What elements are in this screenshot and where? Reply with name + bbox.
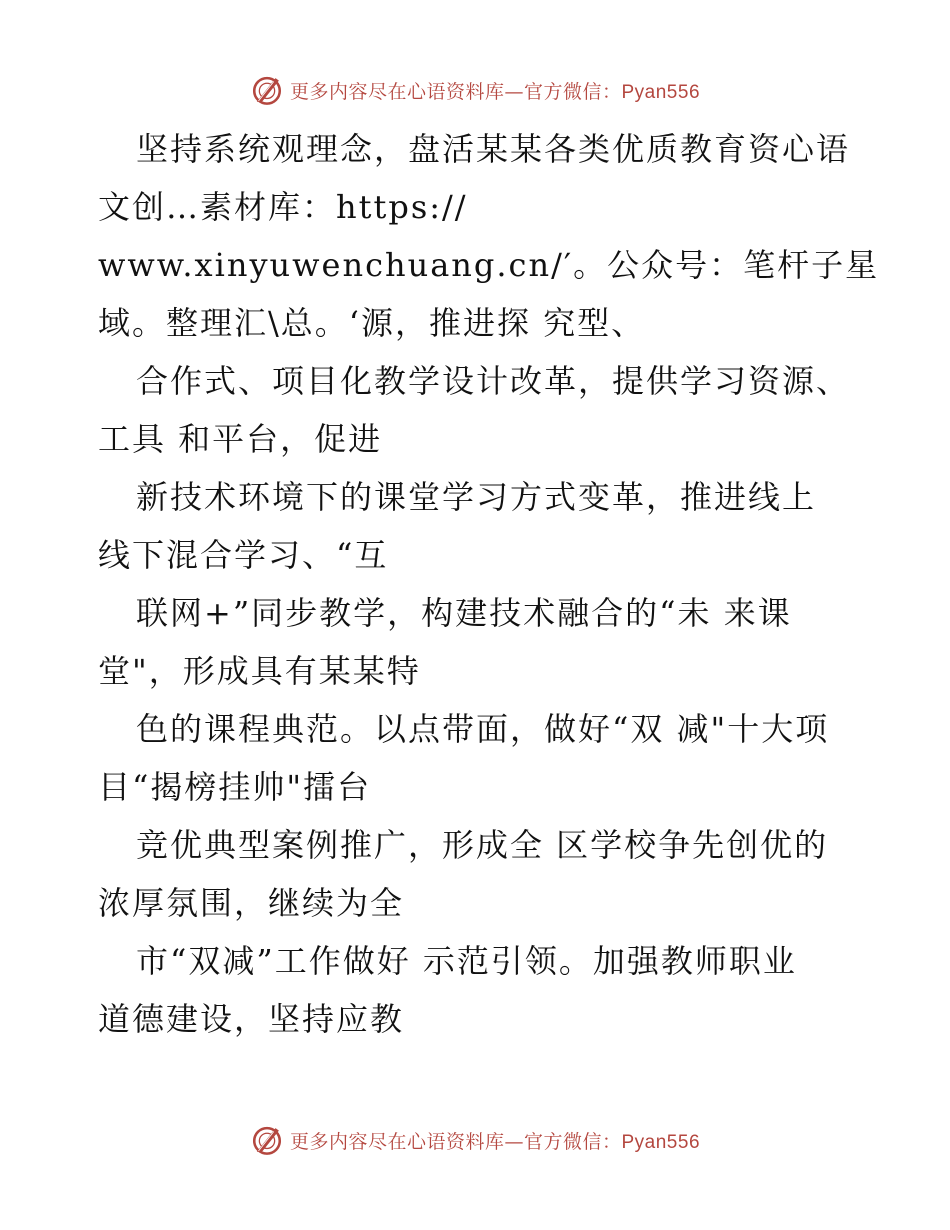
paragraph-line: 合作式、项目化教学设计改革，提供学习资源、 <box>136 362 851 400</box>
banner-slogan: 更多内容尽在心语资料库—官方微信： <box>289 1130 622 1153</box>
banner-wechat-id: Pyan556 <box>621 81 701 103</box>
paragraph-line: 文创…素材库：https:// <box>98 188 468 226</box>
paragraph-line: 色的课程典范。以点带面，做好“双 减"十大项 <box>136 710 830 748</box>
banner-slogan: 更多内容尽在心语资料库—官方微信： <box>289 80 622 103</box>
paragraph-line: 域。整理汇\总。‘源，推进探 究型、 <box>98 304 646 342</box>
paragraph-line: 浓厚氛围，继续为全 <box>98 884 405 922</box>
feather-pen-seal-icon <box>250 73 284 107</box>
paragraph-line: 联网+”同步教学，构建技术融合的“未 来课 <box>136 594 792 632</box>
banner-wechat-id: Pyan556 <box>621 1131 701 1153</box>
paragraph-line: 目“揭榜挂帅"擂台 <box>98 768 372 806</box>
paragraph-line: 市“双减”工作做好 示范引领。加强教师职业 <box>136 942 797 980</box>
paragraph-line: 工具 和平台，促进 <box>98 420 383 458</box>
footer-banner <box>0 1120 950 1160</box>
paragraph-line: www.xinyuwenchuang.cn/′。公众号：笔杆子星 <box>98 246 880 284</box>
paragraph-line: 竞优典型案例推广，形成全 区学校争先创优的 <box>136 826 829 864</box>
paragraph-line: 线下混合学习、“互 <box>98 536 389 574</box>
document-body <box>98 126 880 1054</box>
banner-text <box>290 77 700 104</box>
paragraph-line: 坚持系统观理念，盘活某某各类优质教育资心语 <box>136 130 851 168</box>
paragraph-line: 新技术环境下的课堂学习方式变革，推进线上 <box>136 478 817 516</box>
paragraph-line: 道德建设，坚持应教 <box>98 1000 405 1038</box>
feather-pen-seal-icon <box>250 1123 284 1157</box>
banner-text <box>290 1127 700 1154</box>
header-banner <box>0 70 950 110</box>
paragraph-line: 堂"，形成具有某某特 <box>98 652 421 690</box>
